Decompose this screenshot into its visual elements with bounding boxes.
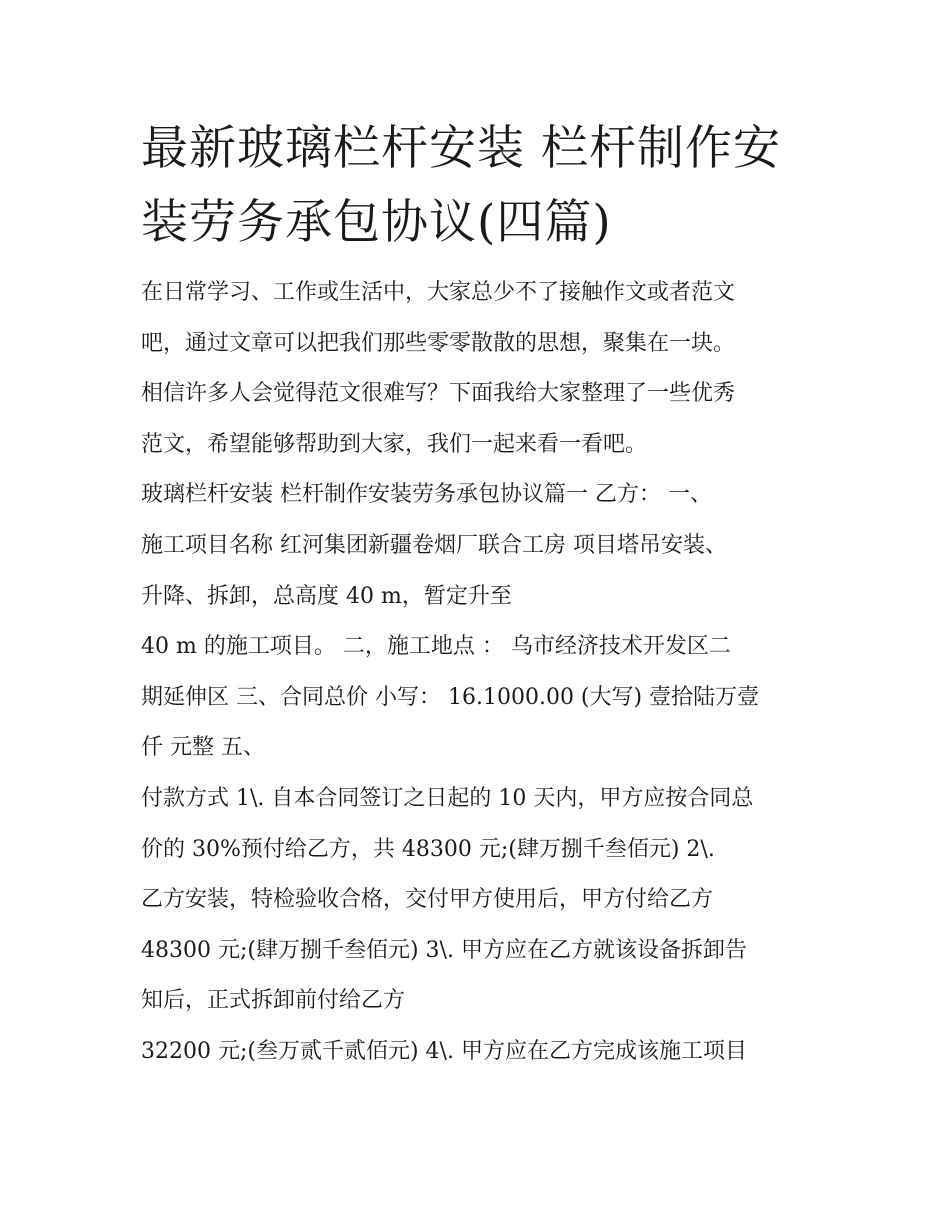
body-line: 价的 30%预付给乙方，共 48300 元;(肆万捌千叁佰元) 2\.	[141, 836, 715, 862]
body-line: 范文，希望能够帮助到大家，我们一起来看一看吧。	[141, 431, 648, 457]
body-line: 相信许多人会觉得范文很难写？下面我给大家整理了一些优秀	[141, 381, 736, 407]
document-title	[141, 112, 831, 260]
body-line: 48300 元;(肆万捌千叁佰元) 3\. 甲方应在乙方就该设备拆卸告	[141, 937, 747, 963]
body-line: 付款方式 1\. 自本合同签订之日起的 10 天内，甲方应按合同总	[141, 785, 754, 811]
title-line: 最新玻璃栏杆安装 栏杆制作安	[141, 121, 781, 176]
body-line: 32200 元;(叁万贰千贰佰元) 4\. 甲方应在乙方完成该施工项目	[141, 1038, 747, 1064]
body-line: 知后，正式拆卸前付给乙方	[141, 988, 406, 1014]
body-line: 玻璃栏杆安装 栏杆制作安装劳务承包协议篇一 乙方： 一、	[141, 482, 712, 508]
body-line: 吧，通过文章可以把我们那些零零散散的思想，聚集在一块。	[141, 330, 736, 356]
body-line: 升降、拆卸，总高度 40 m，暂定升至	[141, 583, 512, 609]
body-line: 乙方安装，特检验收合格，交付甲方使用后，甲方付给乙方	[141, 887, 714, 913]
body-line: 施工项目名称 红河集团新疆卷烟厂联合工房 项目塔吊安装、	[141, 532, 727, 558]
body-line: 在日常学习、工作或生活中，大家总少不了接触作文或者范文	[141, 280, 736, 305]
body-line: 期延伸区 三、合同总价 小写： 16.1000.00 (大写) 壹拾陆万壹	[141, 684, 760, 710]
document-body	[141, 268, 831, 1078]
body-line: 40 m 的施工项目。 二，施工地点 ： 乌市经济技术开发区二	[141, 634, 731, 660]
title-line: 装劳务承包协议(四篇)	[141, 195, 612, 250]
body-line: 仟 元整 五、	[141, 735, 265, 761]
document-content	[141, 112, 831, 1078]
